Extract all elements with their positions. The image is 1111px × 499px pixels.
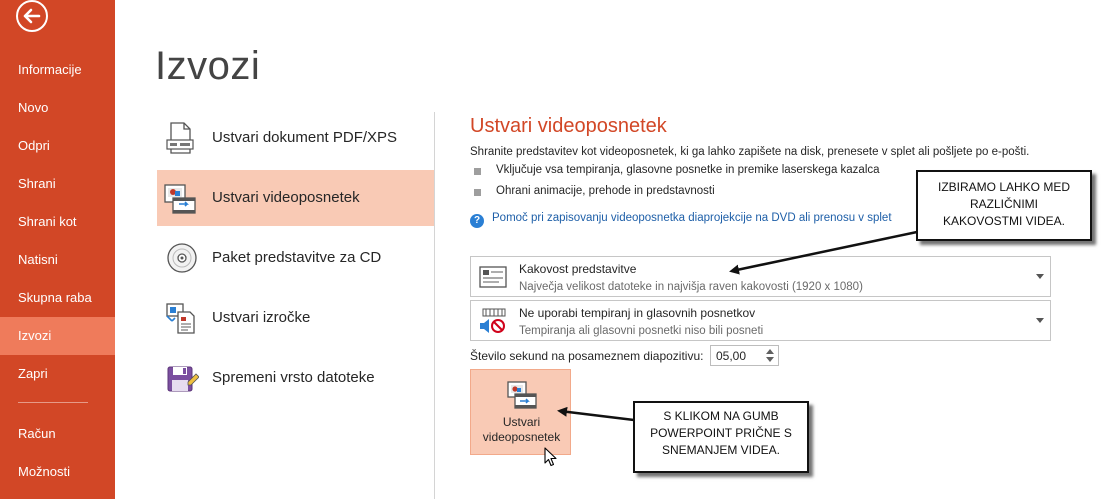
column-divider [434,112,435,499]
export-option-cd[interactable] [157,230,434,286]
export-option-video[interactable] [157,170,434,226]
nav-info[interactable]: Informacije [18,62,82,77]
section-description: Shranite predstavitev kot videoposnetek, ki ga lahko zapišete na disk, prenesete v splet ali pošljete po e-pošti. [470,146,1030,158]
spin-down-icon[interactable] [766,357,774,362]
nav-options[interactable]: Možnosti [18,464,71,479]
page-title: Izvozi [155,44,261,88]
timings-dropdown[interactable] [470,300,1051,341]
back-arrow-icon [11,0,51,34]
help-question-icon: ? [470,214,484,228]
cd-icon [161,240,199,276]
pdf-document-icon [161,120,199,156]
seconds-per-slide-stepper [710,345,779,366]
nav-account[interactable]: Račun [18,426,56,441]
export-option-label: Ustvari videoposnetek [212,189,360,206]
create-video-label [471,415,572,445]
nav-open[interactable]: Odpri [18,138,50,153]
video-icon [161,180,199,216]
save-as-icon [161,360,199,396]
bullet-square-icon [474,168,481,175]
quality-description: Največja velikost datoteke in najvišja raven kakovosti (1920 x 1080) [519,281,863,293]
callout-line: SNEMANJEM VIDEA. [661,443,781,457]
export-option-change-type[interactable] [157,350,434,406]
create-video-label-line1: Ustvari [502,415,541,429]
presentation-quality-icon [477,263,509,291]
callout-quality-note [916,170,1092,241]
help-link[interactable] [470,212,892,228]
create-video-button[interactable] [470,369,571,455]
nav-print[interactable]: Natisni [18,252,58,267]
export-option-label: Ustvari dokument PDF/XPS [212,129,398,146]
nav-save-as[interactable]: Shrani kot [18,214,77,229]
nav-new[interactable]: Novo [18,100,49,115]
chevron-down-icon [1036,274,1044,279]
rail-divider [18,402,88,403]
callout-line: POWERPOINT PRIČNE S [650,426,792,440]
bullet-text: Vključuje vsa tempiranja, glasovne posnetke in premike laserskega kazalca [496,164,880,176]
export-option-label: Paket predstavitve za CD [212,249,382,266]
seconds-per-slide-input[interactable] [711,346,765,365]
back-button[interactable] [11,0,51,34]
export-option-label: Ustvari izročke [212,309,311,326]
callout-line: KAKOVOSTMI VIDEA. [942,214,1066,228]
seconds-per-slide-label: Število sekund na posameznem diapozitivu: [470,349,704,363]
bullet-text: Ohrani animacije, prehode in predstavnosti [496,185,715,197]
spin-up-icon[interactable] [766,349,774,354]
help-link-text: Pomoč pri zapisovanju videoposnetka diaprojekcije na DVD ali prenosu v splet [492,212,892,224]
callout-line: RAZLIČNIMI [969,197,1038,211]
nav-save[interactable]: Shrani [18,176,56,191]
quality-dropdown[interactable] [470,256,1051,297]
callout-button-note [633,401,809,473]
nav-close[interactable]: Zapri [18,366,48,381]
mouse-cursor-icon [544,447,558,467]
no-narration-icon [477,307,509,335]
timings-description: Tempiranja ali glasovni posnetki niso bili posneti [519,325,764,337]
video-icon [505,379,539,411]
timings-selected-value: Ne uporabi tempiranj in glasovnih posnetkov [519,306,756,320]
backstage-navigation [0,0,115,499]
quality-selected-value: Kakovost predstavitve [519,262,637,276]
chevron-down-icon [1036,318,1044,323]
export-option-handouts[interactable] [157,290,434,346]
create-video-label-line2: videoposnetek [482,430,561,444]
nav-share[interactable]: Skupna raba [18,290,92,305]
nav-export[interactable]: Izvozi [0,317,115,355]
export-option-label: Spremeni vrsto datoteke [212,369,375,386]
callout-line: IZBIRAMO LAHKO MED [937,180,1071,194]
section-title: Ustvari videoposnetek [470,115,667,137]
bullet-square-icon [474,189,481,196]
callout-line: S KLIKOM NA GUMB [663,409,779,423]
export-option-pdf[interactable] [157,110,434,166]
handouts-icon [161,300,199,336]
